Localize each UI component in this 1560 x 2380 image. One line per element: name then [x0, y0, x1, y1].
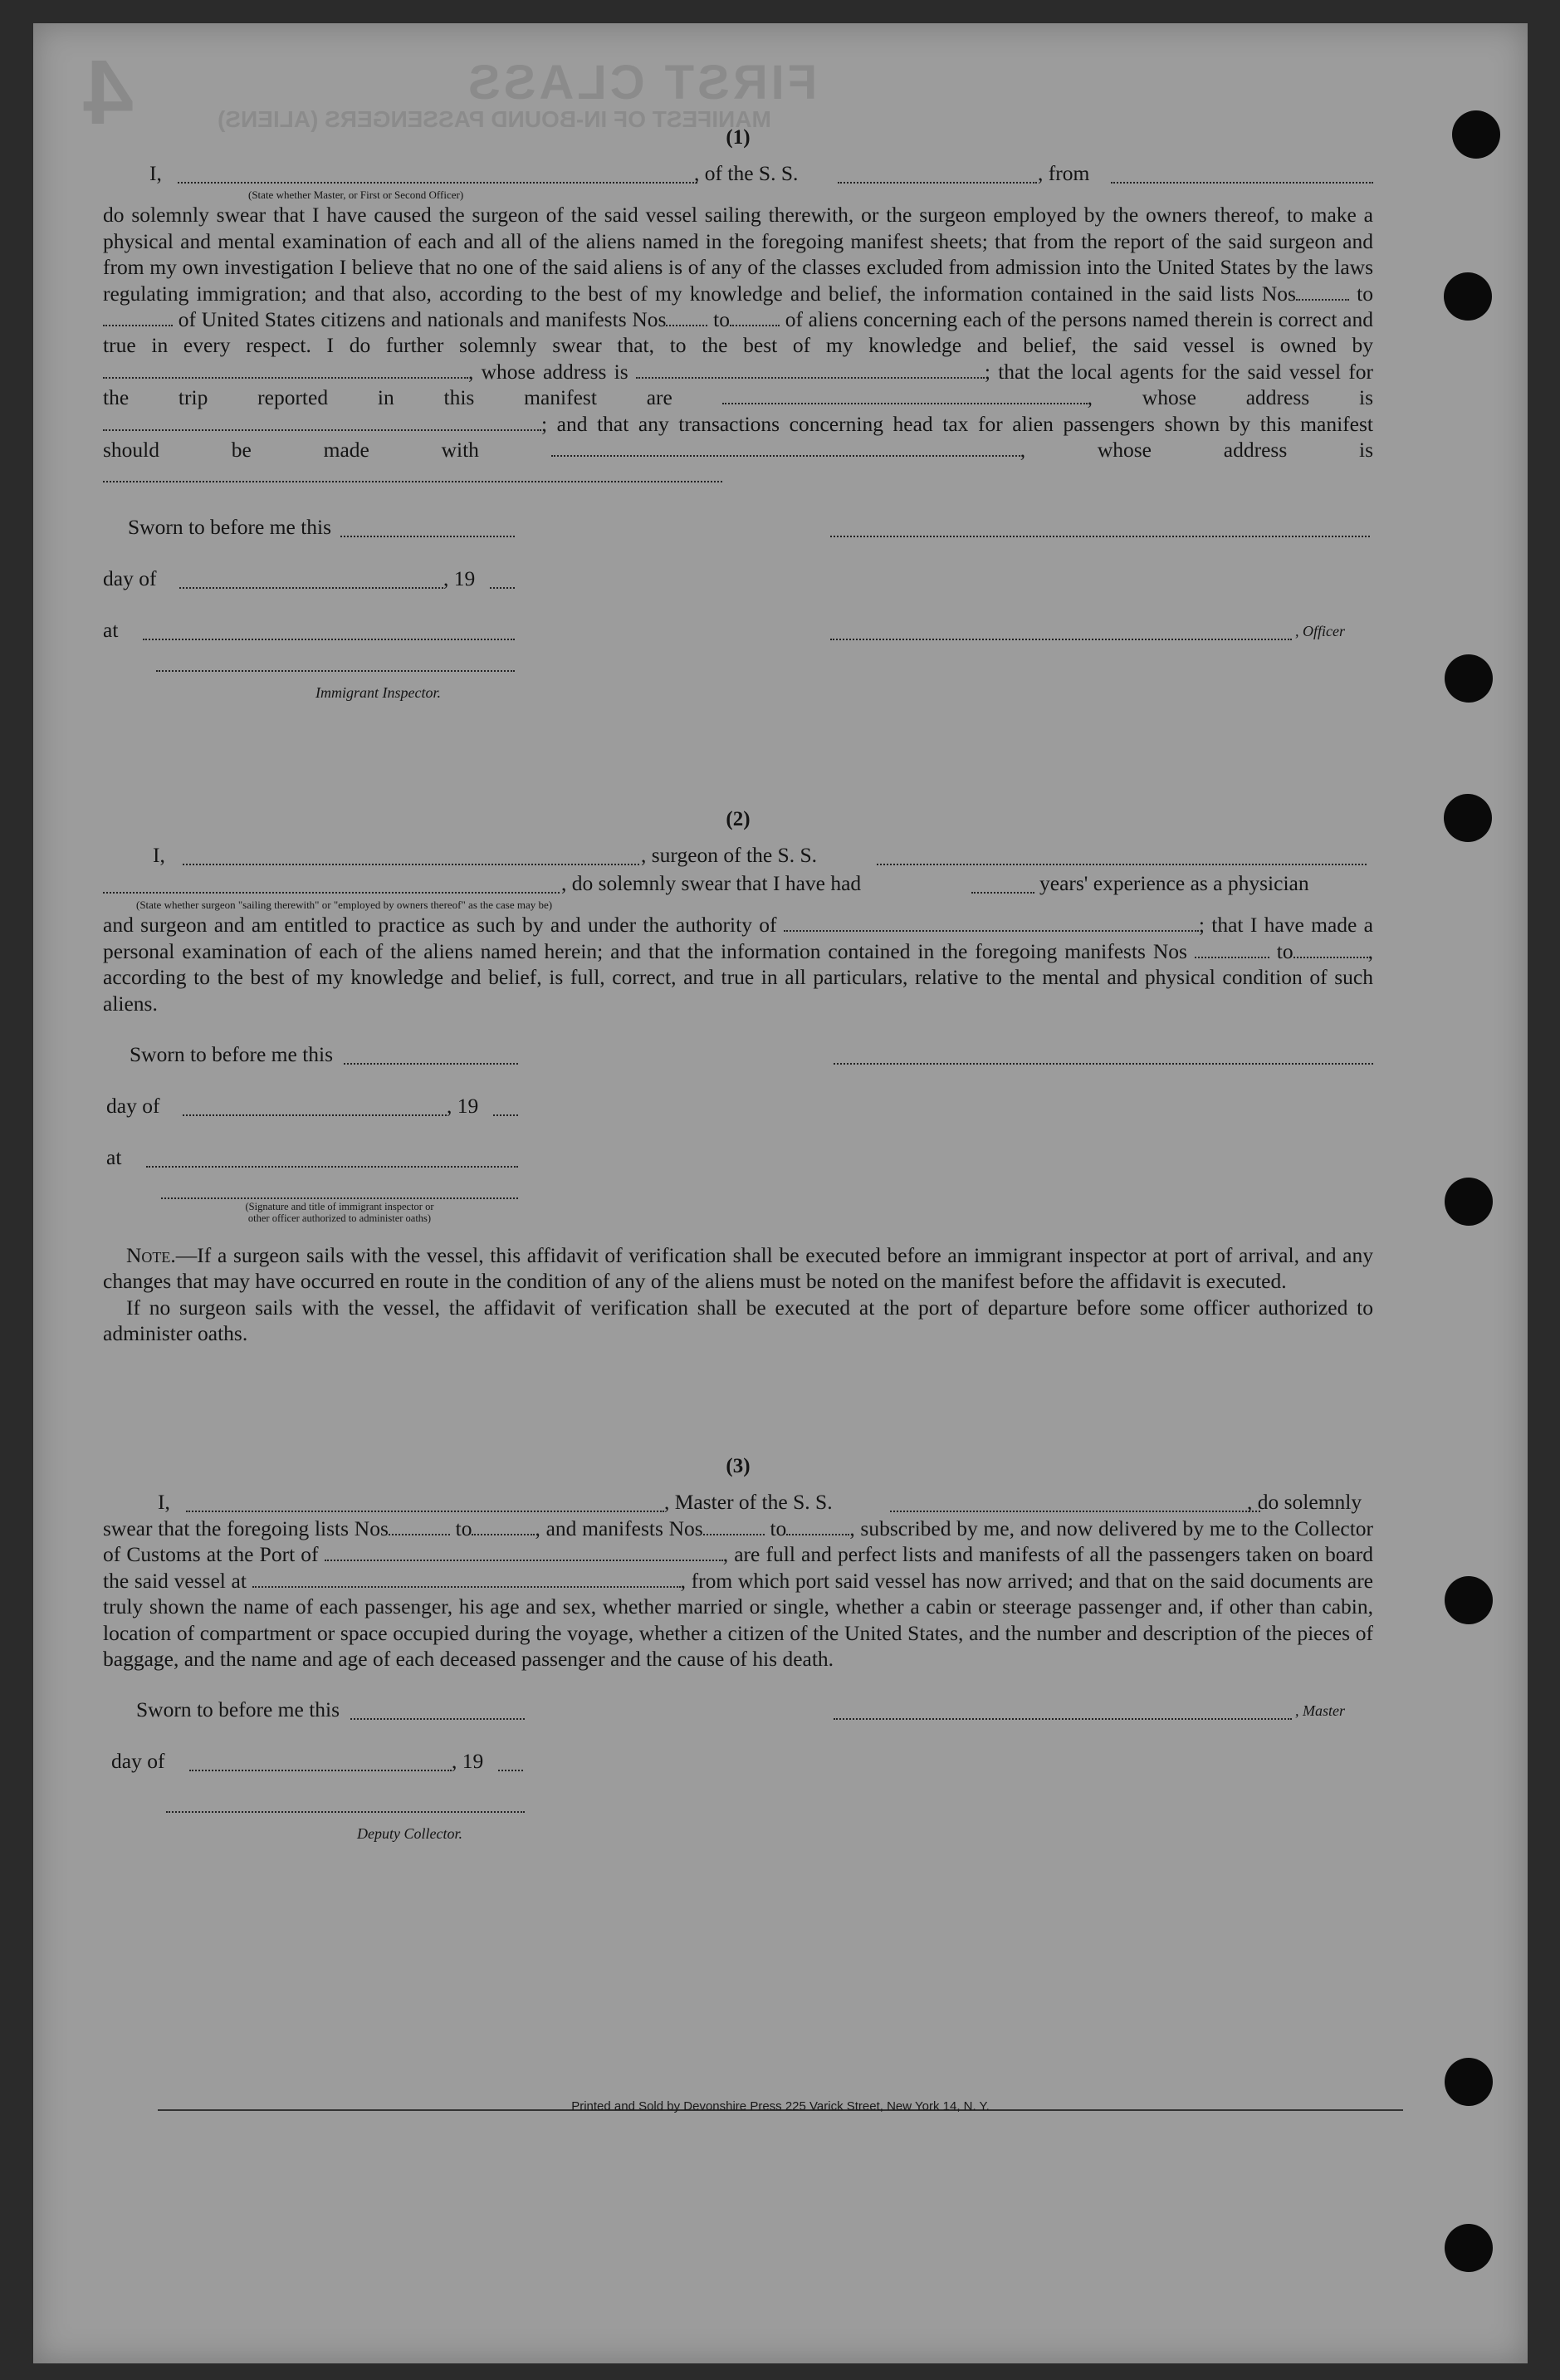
authority-field[interactable]: [784, 913, 1199, 932]
years-experience-field[interactable]: [971, 875, 1034, 894]
punch-hole: [1445, 1576, 1493, 1624]
owner-field[interactable]: [103, 360, 468, 379]
punch-hole: [1445, 1178, 1493, 1226]
surgeon-role-field[interactable]: [103, 875, 560, 894]
surgeon-manifests-from-field[interactable]: [1195, 940, 1269, 958]
surgeon-vessel-field[interactable]: [877, 847, 1367, 865]
collector-signature-line[interactable]: [166, 1811, 525, 1813]
punch-hole: [1445, 2058, 1493, 2106]
section-3-number: (3): [726, 1454, 751, 1477]
port-of-entry-field[interactable]: [325, 1543, 723, 1561]
section-3-body: swear that the foregoing lists Nos to , and manifests Nos to , subscribed by me, and now delivered by me to the Collector of Customs at the Port of , are full and perfect lists and manifests of all the passengers taken on board the said vessel at , from which port said vessel has now arrived; and that on the said documents are truly shown the name of each passenger, his age and sex, whether married or single, whether a cabin or steerage passenger and, if other than cabin, location of compartment or space occupied during the voyage, whether a citizen of the United States, and the number and description of the pieces of baggage, and the name and age of each deceased passenger and the cause of his death.: [103, 1516, 1374, 1671]
section-2-line-1: I, , surgeon of the S. S.: [103, 842, 1373, 870]
section-3-collector-row: Deputy Collector.: [103, 1800, 1373, 1849]
from-port-field[interactable]: [1111, 165, 1373, 184]
section-2-at-row: at: [103, 1144, 1373, 1196]
master-manifests-to-field[interactable]: [786, 1517, 849, 1535]
section-2-body: and surgeon and am entitled to practice as such by and under the authority of ; that I have made a personal examination of each of the aliens named herein; and that the information contained in the foregoing manifests Nos to , according to the best of my knowledge and belief, is full, correct, and true in all particulars, relative to the mental and physical condition of such aliens.: [103, 913, 1374, 1016]
master-sworn-date-field[interactable]: [350, 1702, 525, 1720]
master-lists-from-field[interactable]: [389, 1517, 450, 1535]
lists-to-field[interactable]: [103, 308, 173, 326]
section-1-line-1-caption: (State whether Master, or First or Second Officer): [248, 189, 464, 202]
day-field[interactable]: [179, 571, 443, 589]
surgeon-sworn-date-field[interactable]: [344, 1046, 518, 1065]
place-field[interactable]: [143, 622, 515, 640]
surgeon-signature-line[interactable]: [834, 1063, 1373, 1065]
bleed-subtitle: MANIFEST OF IN-BOUND PASSENGERS (ALIENS): [218, 106, 771, 132]
surgeon-manifests-to-field[interactable]: [1293, 940, 1368, 958]
punch-hole: [1445, 654, 1493, 703]
affidavit-content: [103, 125, 1373, 1849]
officer-signature-line[interactable]: [830, 536, 1370, 537]
section-2-line-2: , do solemnly swear that I have had years' experience as a physician: [103, 870, 1373, 899]
section-2-number: (2): [726, 807, 751, 830]
year-field[interactable]: [490, 571, 515, 589]
lists-from-field[interactable]: [1296, 282, 1349, 301]
punch-hole: [1444, 272, 1492, 321]
officer-name-field[interactable]: [830, 622, 1292, 640]
head-tax-address-field[interactable]: [103, 464, 722, 482]
owner-address-field[interactable]: [636, 360, 985, 379]
section-1-sworn-row: Sworn to before me this: [103, 514, 1373, 566]
section-1-inspector-row: Immigrant Inspector.: [103, 668, 1373, 718]
surgeon-day-field[interactable]: [183, 1098, 447, 1116]
note-block: Note.—If a surgeon sails with the vessel, this affidavit of verification shall be executed before an immigrant inspector at port of arrival, and any changes that may have occurred en route in the condition of any of the aliens must be noted on the manifest before the affidavit is executed. If no surgeon sails with the vessel, the affidavit of verification shall be executed at the port of departure before some officer authorized to administer oaths.: [103, 1242, 1373, 1346]
manifests-to-field[interactable]: [730, 308, 780, 326]
master-manifests-from-field[interactable]: [703, 1517, 765, 1535]
section-1-body: do solemnly swear that I have caused the surgeon of the said vessel sailing therewith, or the surgeon employed by the owners thereof, to make a physical and mental examination of each and all of the aliens named in the foregoing manifest sheets; that from the report of the said surgeon and from my own investigation I believe that no one of the said aliens is of any of the classes excluded from admission into the United States by the laws regulating immigration; and that also, according to the best of my knowledge and belief, the information contained in the said lists Nos to of United States citizens and nationals and manifests Nos to of aliens concerning each of the persons named therein is correct and true in every respect. I do further solemnly swear that, to the best of my knowledge and belief, the said vessel is owned by , whose address is ; that the local agents for the said vessel for the trip reported in this manifest are , whose address is ; and that any transactions concerning head tax for alien passengers shown by this manifest should be made with , whose address is: [103, 202, 1373, 488]
section-3-day-row: day of , 19: [103, 1748, 1373, 1800]
section-2-sig-row: (Signature and title of immigrant inspector or other officer authorized to administer oaths): [103, 1196, 1373, 1244]
sworn-date-field[interactable]: [340, 519, 515, 537]
section-2-day-row: day of , 19: [103, 1093, 1373, 1144]
section-1-line-1: I, , of the S. S. , from: [103, 160, 1373, 189]
head-tax-party-field[interactable]: [551, 438, 1020, 457]
inspector-signature-line[interactable]: [156, 670, 515, 672]
bleed-title: FIRST CLASS: [465, 56, 818, 110]
punch-hole: [1444, 794, 1492, 842]
master-year-field[interactable]: [498, 1753, 523, 1771]
printer-imprint: Printed and Sold by Devonshire Press 225 Varick Street, New York 14, N. Y.: [571, 2099, 990, 2113]
officer-title-field[interactable]: [178, 165, 697, 184]
vessel-name-field[interactable]: [838, 165, 1037, 184]
section-3-sworn-row: Sworn to before me this , Master: [136, 1697, 1345, 1722]
section-1-number: (1): [726, 126, 751, 149]
surgeon-name-field[interactable]: [183, 847, 639, 865]
manifests-from-field[interactable]: [666, 308, 707, 326]
master-lists-to-field[interactable]: [472, 1517, 535, 1535]
master-signature-line[interactable]: [834, 1702, 1292, 1720]
master-name-field[interactable]: [186, 1494, 664, 1512]
surgeon-place-field[interactable]: [146, 1149, 518, 1168]
authorized-officer-signature-line[interactable]: [161, 1197, 518, 1199]
surgeon-year-field[interactable]: [493, 1098, 518, 1116]
master-day-field[interactable]: [189, 1753, 452, 1771]
section-1-day-row: day of , 19: [103, 566, 1373, 617]
punch-hole: [1445, 2224, 1493, 2272]
master-vessel-field[interactable]: [890, 1494, 1260, 1512]
punch-hole: [1452, 110, 1500, 159]
section-2-line-2-caption: (State whether surgeon "sailing therewith" or "employed by owners thereof" as the case may be): [136, 899, 553, 912]
local-agents-field[interactable]: [722, 386, 1088, 404]
section-3-line-1: I, , Master of the S. S. , do solemnly: [158, 1489, 1362, 1514]
port-of-departure-field[interactable]: [252, 1570, 681, 1588]
section-2-sworn-row: Sworn to before me this: [103, 1041, 1373, 1093]
section-1-at-row: at , Officer: [103, 617, 1345, 642]
bleed-page-number: 4: [83, 42, 134, 144]
agents-address-field[interactable]: [103, 413, 541, 431]
